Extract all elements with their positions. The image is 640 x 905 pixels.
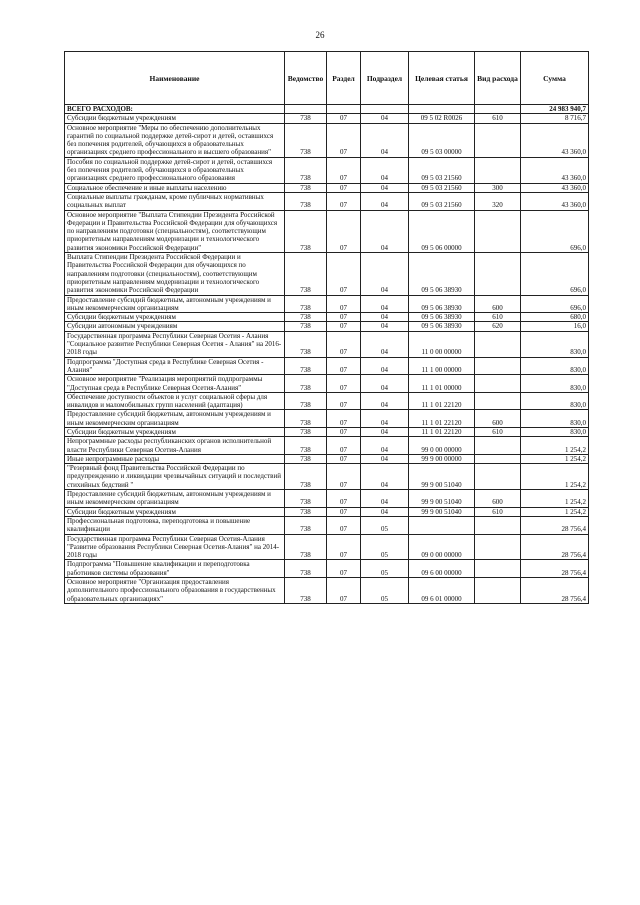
cell-name: Выплата Стипендии Президента Российской Федерации и Правительства Российской Федерации для обучающихся по направлениям подготовки (специальностям), соответствующим приоритетным направлениям модернизации и технологического развития экономики Российской Федерации (65, 253, 285, 295)
cell-subsection: 04 (361, 253, 409, 295)
cell-subsection: 04 (361, 464, 409, 490)
header-name: Наименование (65, 52, 285, 105)
cell-target: 11 1 01 00000 (409, 375, 475, 393)
cell-sum: 1 254,2 (521, 437, 589, 455)
cell-target: 11 0 00 00000 (409, 331, 475, 357)
cell-subsection: 04 (361, 507, 409, 516)
cell-dept: 738 (285, 437, 327, 455)
cell-target: 09 5 03 21560 (409, 183, 475, 192)
cell-name: Профессиональная подготовка, переподготовка и повышение квалификации (65, 516, 285, 534)
cell-target: 09 5 02 R0026 (409, 114, 475, 123)
cell-section: 07 (327, 560, 361, 578)
header-sum: Сумма (521, 52, 589, 105)
cell-section: 07 (327, 357, 361, 375)
cell-sum: 43 360,0 (521, 123, 589, 157)
cell-name: Иные непрограммные расходы (65, 454, 285, 463)
cell-subsection: 04 (361, 295, 409, 313)
cell-sum: 28 756,4 (521, 578, 589, 604)
cell-name: Субсидии автономным учреждениям (65, 322, 285, 331)
cell-exptype: 610 (475, 313, 521, 322)
cell-target: 09 5 03 21560 (409, 157, 475, 183)
cell-dept: 738 (285, 410, 327, 428)
cell-subsection: 04 (361, 375, 409, 393)
cell-exptype: 600 (475, 410, 521, 428)
cell-section: 07 (327, 490, 361, 508)
cell-subsection: 04 (361, 123, 409, 157)
cell-exptype (475, 210, 521, 252)
cell-section: 07 (327, 253, 361, 295)
cell-subsection: 04 (361, 114, 409, 123)
cell-exptype (475, 464, 521, 490)
cell-target: 11 1 01 22120 (409, 427, 475, 436)
table-row (65, 114, 589, 123)
table-row (65, 392, 589, 410)
cell-dept: 738 (285, 295, 327, 313)
table-row (65, 454, 589, 463)
cell-target: 09 6 00 00000 (409, 560, 475, 578)
cell-section: 07 (327, 410, 361, 428)
cell-sum: 696,0 (521, 253, 589, 295)
cell-target: 09 5 06 38930 (409, 313, 475, 322)
cell-section: 07 (327, 192, 361, 210)
cell-section: 07 (327, 427, 361, 436)
cell-sum: 830,0 (521, 427, 589, 436)
cell-subsection: 04 (361, 357, 409, 375)
cell-dept: 738 (285, 192, 327, 210)
cell-dept: 738 (285, 313, 327, 322)
table-row (65, 375, 589, 393)
cell-dept: 738 (285, 507, 327, 516)
cell-sum: 1 254,2 (521, 490, 589, 508)
table-row (65, 295, 589, 313)
cell-dept: 738 (285, 375, 327, 393)
header-dept: Ведомство (285, 52, 327, 105)
cell-section: 07 (327, 437, 361, 455)
cell-subsection: 05 (361, 534, 409, 560)
cell-section: 07 (327, 210, 361, 252)
cell-subsection: 04 (361, 183, 409, 192)
cell-target: 09 5 06 00000 (409, 210, 475, 252)
cell-target: 09 6 01 00000 (409, 578, 475, 604)
cell-sum: 16,0 (521, 322, 589, 331)
cell-exptype (475, 157, 521, 183)
cell-name: Субсидии бюджетным учреждениям (65, 313, 285, 322)
table-row (65, 464, 589, 490)
table-row (65, 437, 589, 455)
cell-exptype (475, 392, 521, 410)
cell-dept: 738 (285, 114, 327, 123)
cell-section: 07 (327, 534, 361, 560)
cell-exptype: 600 (475, 295, 521, 313)
cell-subsection: 04 (361, 192, 409, 210)
header-section: Раздел (327, 52, 361, 105)
cell-dept: 738 (285, 578, 327, 604)
cell-name: Основное мероприятие "Меры по обеспечению дополнительных гарантий по социальной поддержке детей-сирот и детей, оставшихся без попечения родителей, обучающихся в образовательных организациях среднего профессионального и высшего образования" (65, 123, 285, 157)
header-exptype: Вид расхода (475, 52, 521, 105)
cell-target: 09 5 06 38930 (409, 295, 475, 313)
cell-name: "Резервный фонд Правительства Российской Федерации по предупреждению и ликвидации чрезвычайных ситуаций и последствий стихийных бедствий " (65, 464, 285, 490)
cell-exptype (475, 454, 521, 463)
cell-name: Социальные выплаты гражданам, кроме публичных нормативных социальных выплат (65, 192, 285, 210)
cell-section: 07 (327, 516, 361, 534)
cell-subsection: 04 (361, 392, 409, 410)
cell-section: 07 (327, 114, 361, 123)
cell-sum: 680,0 (521, 313, 589, 322)
cell-name: Субсидии бюджетным учреждениям (65, 427, 285, 436)
table-row (65, 123, 589, 157)
cell-exptype (475, 560, 521, 578)
cell-section: 07 (327, 464, 361, 490)
cell-name: Государственная программа Республики Северная Осетия-Алания "Развитие образования Республики Северная Осетия-Алания" на 2014-2018 годы (65, 534, 285, 560)
cell-name: Основное мероприятие "Выплата Стипендии Президента Российской Федерации и Правительства Российской Федерации для обучающихся по направлениям подготовки (специальностям), соответствующим приоритетным направлениям модернизации и технологического развития экономики Российской Федерации" (65, 210, 285, 252)
cell-target: 09 5 06 38930 (409, 253, 475, 295)
cell-section: 07 (327, 375, 361, 393)
table-row (65, 507, 589, 516)
header-target: Целевая статья (409, 52, 475, 105)
cell-dept: 738 (285, 331, 327, 357)
cell-name: Предоставление субсидий бюджетным, автономным учреждениям и иным некоммерческим организациям (65, 295, 285, 313)
cell-dept: 738 (285, 253, 327, 295)
header-row (65, 52, 589, 105)
cell-target (409, 516, 475, 534)
cell-name: Социальное обеспечение и иные выплаты населению (65, 183, 285, 192)
table-row (65, 183, 589, 192)
cell-exptype (475, 331, 521, 357)
cell-target: 99 9 00 51040 (409, 490, 475, 508)
cell-target: 11 1 01 22120 (409, 410, 475, 428)
cell-section: 07 (327, 313, 361, 322)
cell-section: 07 (327, 295, 361, 313)
table-row (65, 157, 589, 183)
cell-target: 09 5 03 00000 (409, 123, 475, 157)
cell-sum: 1 254,2 (521, 454, 589, 463)
cell-name: Подпрограмма "Повышение квалификации и переподготовка работников системы образования" (65, 560, 285, 578)
page-number: 26 (315, 30, 325, 40)
cell-name: Обеспечение доступности объектов и услуг социальной сферы для инвалидов и маломобильных групп населений (адаптация) (65, 392, 285, 410)
cell-subsection: 04 (361, 331, 409, 357)
table-row (65, 210, 589, 252)
total-sum: 24 983 940,7 (521, 105, 589, 114)
table-row (65, 534, 589, 560)
cell-subsection: 04 (361, 313, 409, 322)
cell-exptype (475, 357, 521, 375)
cell-name: Государственная программа Республики Северная Осетия - Алания "Социальное развитие Республики Северная Осетия - Алания" на 2016-2018 годы (65, 331, 285, 357)
cell-target: 09 5 03 21560 (409, 192, 475, 210)
cell-subsection: 05 (361, 560, 409, 578)
cell-target: 09 5 06 38930 (409, 322, 475, 331)
cell-exptype (475, 375, 521, 393)
table-row (65, 578, 589, 604)
cell-target: 99 9 00 51040 (409, 507, 475, 516)
cell-name: Основное мероприятие "Реализация мероприятий подпрограммы "Доступная среда в Республике Северная Осетия-Алания" (65, 375, 285, 393)
cell-section: 07 (327, 392, 361, 410)
total-row (65, 105, 589, 114)
cell-target: 11 1 00 00000 (409, 357, 475, 375)
cell-subsection: 04 (361, 454, 409, 463)
cell-exptype: 320 (475, 192, 521, 210)
cell-sum: 28 756,4 (521, 534, 589, 560)
table-row (65, 427, 589, 436)
cell-exptype (475, 578, 521, 604)
cell-sum: 696,0 (521, 210, 589, 252)
cell-sum: 696,0 (521, 295, 589, 313)
cell-subsection: 04 (361, 210, 409, 252)
cell-dept: 738 (285, 210, 327, 252)
cell-sum: 28 756,4 (521, 516, 589, 534)
cell-exptype: 610 (475, 507, 521, 516)
cell-subsection: 04 (361, 427, 409, 436)
cell-section: 07 (327, 331, 361, 357)
cell-name: Пособия по социальной поддержке детей-сирот и детей, оставшихся без попечения родителей, обучающихся в образовательных организациях среднего профессионального образования (65, 157, 285, 183)
cell-name: Непрограммные расходы республиканских органов исполнительной власти Республики Северная Осетия-Алания (65, 437, 285, 455)
header-subsection: Подраздел (361, 52, 409, 105)
table-row (65, 560, 589, 578)
cell-sum: 1 254,2 (521, 464, 589, 490)
total-label: ВСЕГО РАСХОДОВ: (65, 105, 285, 114)
cell-section: 07 (327, 322, 361, 331)
table-row (65, 331, 589, 357)
cell-target: 99 9 00 00000 (409, 454, 475, 463)
cell-name: Основное мероприятие "Организация предоставления дополнительного профессионального образования в государственных образовательных организациях" (65, 578, 285, 604)
cell-dept: 738 (285, 427, 327, 436)
cell-subsection: 04 (361, 490, 409, 508)
table-row (65, 490, 589, 508)
cell-dept: 738 (285, 157, 327, 183)
cell-sum: 43 360,0 (521, 183, 589, 192)
cell-exptype (475, 437, 521, 455)
cell-dept: 738 (285, 123, 327, 157)
cell-exptype: 610 (475, 114, 521, 123)
cell-sum: 830,0 (521, 331, 589, 357)
cell-name: Субсидии бюджетным учреждениям (65, 114, 285, 123)
cell-exptype (475, 534, 521, 560)
cell-exptype (475, 516, 521, 534)
cell-sum: 830,0 (521, 410, 589, 428)
cell-sum: 830,0 (521, 357, 589, 375)
cell-sum: 43 360,0 (521, 192, 589, 210)
table-row (65, 410, 589, 428)
cell-target: 09 0 00 00000 (409, 534, 475, 560)
cell-dept: 738 (285, 534, 327, 560)
cell-sum: 8 716,7 (521, 114, 589, 123)
cell-sum: 43 360,0 (521, 157, 589, 183)
cell-section: 07 (327, 123, 361, 157)
cell-section: 07 (327, 507, 361, 516)
expenditure-table (64, 51, 589, 604)
cell-subsection: 04 (361, 322, 409, 331)
cell-dept: 738 (285, 560, 327, 578)
table-row (65, 322, 589, 331)
cell-dept: 738 (285, 357, 327, 375)
table-row (65, 516, 589, 534)
cell-dept: 738 (285, 464, 327, 490)
cell-name: Предоставление субсидий бюджетным, автономным учреждениям и иным некоммерческим организациям (65, 490, 285, 508)
cell-sum: 830,0 (521, 375, 589, 393)
table-row (65, 192, 589, 210)
cell-dept: 738 (285, 322, 327, 331)
cell-subsection: 05 (361, 578, 409, 604)
cell-target: 99 9 00 51040 (409, 464, 475, 490)
cell-section: 07 (327, 183, 361, 192)
cell-exptype: 600 (475, 490, 521, 508)
cell-section: 07 (327, 454, 361, 463)
cell-section: 07 (327, 157, 361, 183)
cell-subsection: 04 (361, 157, 409, 183)
cell-target: 99 0 00 00000 (409, 437, 475, 455)
cell-exptype: 620 (475, 322, 521, 331)
cell-dept: 738 (285, 516, 327, 534)
cell-sum: 830,0 (521, 392, 589, 410)
cell-name: Субсидии бюджетным учреждениям (65, 507, 285, 516)
cell-exptype: 610 (475, 427, 521, 436)
cell-exptype (475, 123, 521, 157)
cell-subsection: 04 (361, 410, 409, 428)
cell-exptype: 300 (475, 183, 521, 192)
cell-exptype (475, 253, 521, 295)
cell-section: 07 (327, 578, 361, 604)
table-row (65, 357, 589, 375)
table-row (65, 313, 589, 322)
cell-dept: 738 (285, 490, 327, 508)
cell-subsection: 05 (361, 516, 409, 534)
cell-dept: 738 (285, 392, 327, 410)
cell-dept: 738 (285, 454, 327, 463)
cell-sum: 28 756,4 (521, 560, 589, 578)
cell-sum: 1 254,2 (521, 507, 589, 516)
cell-name: Подпрограмма "Доступная среда в Республике Северная Осетия - Алания" (65, 357, 285, 375)
table-row (65, 253, 589, 295)
cell-target: 11 1 01 22120 (409, 392, 475, 410)
cell-subsection: 04 (361, 437, 409, 455)
cell-name: Предоставление субсидий бюджетным, автономным учреждениям и иным некоммерческим организациям (65, 410, 285, 428)
cell-dept: 738 (285, 183, 327, 192)
